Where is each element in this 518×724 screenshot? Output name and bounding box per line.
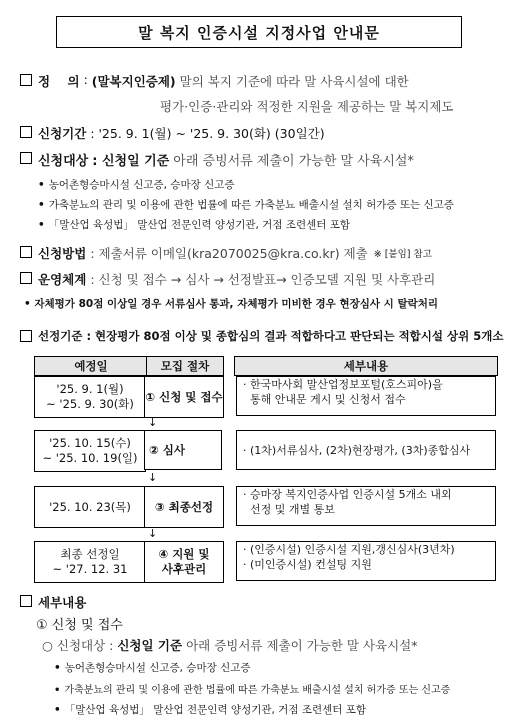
list-item: • 가축분뇨의 관리 및 이용에 관한 법률에 따른 가축분뇨 배출시설 설치 허가증 또는 신고증: [38, 199, 454, 211]
target-label: 신청대상: [38, 154, 89, 169]
list-item: • 가축분뇨의 관리 및 이용에 관한 법률에 따른 가축분뇨 배출시설 설치 허가증 또는 신고증: [54, 685, 451, 696]
definition-section: 정 의 : (말복지인증제) 말의 복지 기준에 따라 말 사육시설에 대한: [20, 72, 409, 90]
table-row-date: 최종 선정일 ~ '27. 12. 31: [34, 541, 146, 583]
period-value: : '25. 9. 1(월) ~ '25. 9. 30(화) (30일간): [90, 126, 325, 141]
definition-line2: 평가·인증·관리와 적정한 지원을 제공하는 말 복지제도: [160, 99, 454, 114]
definition-line1: 말의 복지 기준에 따라 말 사육시설에 대한: [179, 74, 409, 89]
checkbox-square-icon: [20, 152, 32, 164]
table-row-step: ③ 최종선정: [144, 486, 224, 528]
table-row-step: ① 신청 및 접수: [144, 376, 224, 418]
arrow-down-icon: ↓: [148, 471, 158, 484]
checkbox-square-icon: [20, 126, 32, 138]
list-item: • 「말산업 육성법」 말산업 전문인력 양성기관, 거점 조련센터 포함: [54, 704, 366, 716]
definition-label: 정 의: [38, 74, 80, 89]
details-target: ○ 신청대상 : 신청일 기준 아래 증빙서류 제출이 가능한 말 사육시설*: [42, 638, 418, 653]
method-label: 신청방법: [38, 246, 87, 261]
details-label: 세부내용: [38, 595, 87, 610]
details-section: [20, 593, 90, 611]
method-section: [20, 244, 432, 262]
system-section: [20, 270, 435, 288]
checkbox-square-icon: [20, 246, 32, 258]
target-section: [20, 150, 414, 169]
checkbox-square-icon: [20, 595, 32, 607]
table-row-detail: · 한국마사회 말산업정보포털(호스피아)을 통해 안내문 게시 및 신청서 접수: [236, 376, 496, 416]
table-header-date: 예정일: [34, 356, 148, 376]
criteria-section: [20, 328, 503, 344]
period-label: 신청기간: [38, 126, 87, 141]
system-note: • 자체평가 80점 이상일 경우 서류심사 통과, 자체평가 미비한 경우 현장심사 시 탈락처리: [24, 298, 439, 310]
list-item: • 농어촌형승마시설 신고증, 승마장 신고증: [38, 179, 235, 191]
arrow-down-icon: ↓: [148, 416, 158, 429]
definition-term: (말복지인증제): [91, 74, 176, 89]
system-value: : 신청 및 접수 → 심사 → 선정발표→ 인증모델 지원 및 사후관리: [90, 272, 436, 287]
checkbox-square-icon: [20, 272, 32, 284]
page-title: 말 복지 인증시설 지정사업 안내문: [56, 16, 462, 48]
criteria-label: 선정기준: [38, 329, 83, 343]
checkbox-square-icon: [20, 330, 32, 342]
list-item: • 농어촌형승마시설 신고증, 승마장 신고증: [54, 662, 251, 674]
table-row-date: '25. 10. 15(수) ~ '25. 10. 19(일): [34, 430, 146, 472]
checkbox-square-icon: [20, 74, 32, 86]
table-row-detail: · (1차)서류심사, (2차)현장평가, (3차)종합심사: [236, 430, 496, 470]
table-row-detail: · 승마장 복지인증사업 인증시설 5개소 내외 선정 및 개별 통보: [236, 486, 496, 526]
table-row-step: ② 심사: [144, 430, 222, 470]
details-sub1: ① 신청 및 접수: [36, 618, 123, 633]
period-section: [20, 124, 325, 142]
system-label: 운영체계: [38, 272, 87, 287]
criteria-value: : 현장평가 80점 이상 및 종합심의 결과 적합하다고 판단되는 적합시설 상위 5개소: [86, 329, 504, 343]
table-row-date: '25. 9. 1(월) ~ '25. 9. 30(화): [34, 376, 146, 418]
table-header-detail: 세부내용: [234, 356, 498, 376]
target-emph: : 신청일 기준: [92, 154, 170, 169]
table-header-step: 모집 절차: [146, 356, 224, 376]
table-row-step: ④ 지원 및 사후관리: [144, 541, 224, 583]
arrow-down-icon: ↓: [148, 527, 158, 540]
method-note: ※ [붙임] 참고: [373, 249, 432, 260]
table-row-date: '25. 10. 23(목): [34, 486, 146, 528]
table-row-detail: · (인증시설) 인증시설 지원,갱신심사(3년차) · (미인증시설) 컨설팅 지원: [236, 541, 496, 581]
list-item: • 「말산업 육성법」 말산업 전문인력 양성기관, 거점 조련센터 포함: [38, 219, 350, 231]
method-value: : 제출서류 이메일(kra2070025@kra.co.kr) 제출: [90, 246, 368, 261]
target-rest: 아래 증빙서류 제출이 가능한 말 사육시설*: [173, 154, 414, 169]
